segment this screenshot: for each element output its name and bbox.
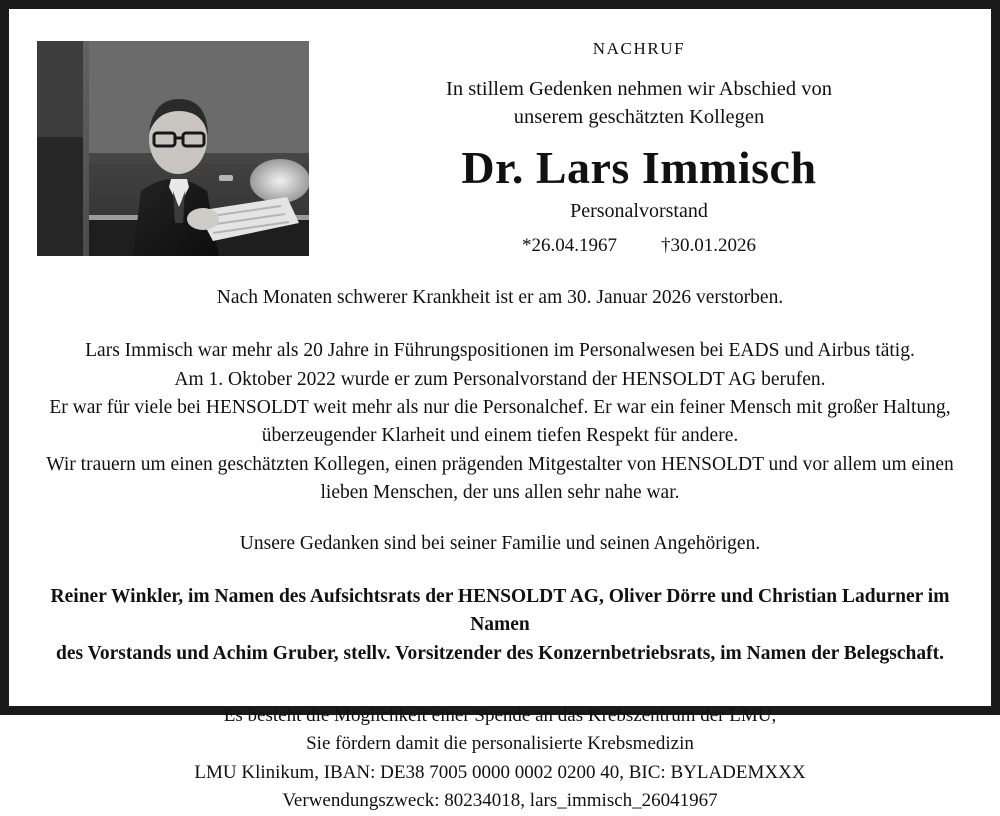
- tribute-line: Lars Immisch war mehr als 20 Jahre in Führungspositionen im Personalwesen bei EADS und Airbus tätig.: [85, 340, 915, 362]
- tribute-line: überzeugender Klarheit und einem tiefen Respekt für andere.: [261, 425, 739, 447]
- signatories: [37, 583, 963, 668]
- lead-text: [319, 75, 959, 132]
- lead-line-2: unserem geschätzten Kollegen: [513, 106, 765, 129]
- donation-reference-line: Verwendungszweck: 80234018, lars_immisch_26041967: [282, 790, 718, 812]
- portrait-container: [37, 31, 309, 256]
- death-date: †30.01.2026: [661, 235, 756, 257]
- donation-line: Sie fördern damit die personalisierte Krebsmedizin: [306, 733, 694, 755]
- header-area: [37, 31, 963, 257]
- donation-info: [37, 702, 963, 816]
- condolence-line: Unsere Gedanken sind bei seiner Familie und seinen Angehörigen.: [239, 533, 761, 555]
- tribute-line: Er war für viele bei HENSOLDT weit mehr als nur die Personalchef. Er war ein feiner Mensch mit großer Haltung,: [49, 396, 951, 418]
- header-text-column: [309, 31, 963, 257]
- deceased-name: Dr. Lars Immisch: [461, 141, 817, 193]
- portrait-photo: [37, 41, 309, 256]
- tribute-line: Am 1. Oktober 2022 wurde er zum Personalvorstand der HENSOLDT AG berufen.: [174, 368, 826, 390]
- deceased-role: Personalvorstand: [570, 200, 708, 223]
- lead-line-1: In stillem Gedenken nehmen wir Abschied von: [446, 78, 832, 100]
- signatory-line: Reiner Winkler, im Namen des Aufsichtsrats der HENSOLDT AG, Oliver Dörre und Christian Ladurner im Namen: [50, 586, 950, 636]
- signatory-line: des Vorstands und Achim Gruber, stellv. Vorsitzender des Konzernbetriebsrats, im Namen der Belegschaft.: [56, 642, 944, 664]
- obituary-inner: [9, 9, 991, 812]
- donation-line: Es besteht die Möglichkeit einer Spende an das Krebszentrum der LMU,: [223, 704, 777, 726]
- passing-note: Nach Monaten schwerer Krankheit ist er am 30. Januar 2026 verstorben.: [216, 287, 784, 309]
- life-dates: [319, 235, 959, 257]
- tribute-line: Wir trauern um einen geschätzten Kollegen, einen prägenden Mitgestalter von HENSOLDT und vor allem um einen: [46, 453, 954, 475]
- kicker: NACHRUF: [592, 39, 686, 58]
- donation-bank-line: LMU Klinikum, IBAN: DE38 7005 0000 0002 0200 40, BIC: BYLADEMXXX: [194, 761, 806, 783]
- tribute-line: lieben Menschen, der uns allen sehr nahe war.: [320, 481, 680, 503]
- tribute-text: [37, 337, 963, 507]
- birth-date: *26.04.1967: [522, 235, 617, 257]
